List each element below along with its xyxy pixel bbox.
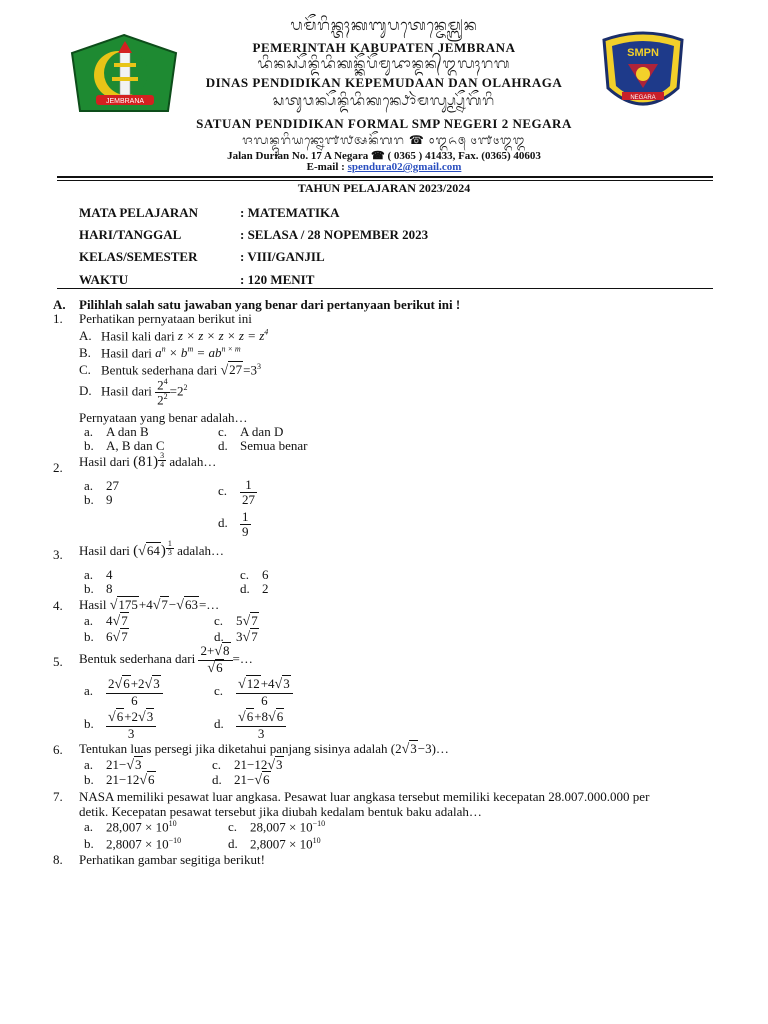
meta-value: : SELASA / 28 NOPEMBER 2023: [240, 227, 429, 242]
answer-option[interactable]: b. 8: [84, 581, 113, 596]
answer-option[interactable]: a. A dan B: [84, 424, 149, 439]
answer-option[interactable]: b. 6√7: [84, 629, 128, 645]
meta-value: : MATEMATIKA: [240, 205, 340, 220]
svg-text:SMPN: SMPN: [627, 47, 659, 59]
department-name: DINAS PENDIDIKAN KEPEMUDAAN DAN OLAHRAGA: [205, 75, 563, 90]
question-7-prompt-line-1: NASA memiliki pesawat luar angkasa. Pesawat luar angkasa tersebut memiliki kecepatan 28.007.000.000 per: [79, 789, 650, 804]
question-7-prompt-line-2: detik. Kecepatan pesawat tersebut jika diubah kedalam bentuk baku adalah…: [79, 804, 482, 819]
answer-option[interactable]: c. $\frac{1}{27}$: [218, 477, 255, 507]
statement-c: C. Bentuk sederhana dari $√27=3^3$: [79, 362, 262, 379]
answer-option[interactable]: d. $\frac{√6+8√6}{3}$: [214, 710, 286, 740]
email-label: E-mail :: [306, 161, 345, 173]
statement-d: D. Hasil dari $\frac{2^4}{2^2}$ $=2^2$: [79, 377, 188, 408]
answer-option[interactable]: a. $\frac{2√6+2√3}{6}$: [84, 677, 163, 707]
answer-option[interactable]: b. 9: [84, 492, 113, 507]
meta-label: HARI/TANGGAL: [79, 227, 182, 242]
answer-option[interactable]: c. 21−12√3: [212, 757, 283, 773]
phone-text: ( 0365 ) 41433, Fax. (0365) 40603: [387, 150, 541, 162]
meta-label: KELAS/SEMESTER: [79, 249, 198, 264]
meta-divider: [57, 288, 713, 289]
answer-option[interactable]: c. 5√7: [214, 613, 258, 629]
question-number: 5.: [53, 654, 63, 669]
question-number: 7.: [53, 789, 63, 804]
question-3-prompt: Hasil dari (√64) $\frac{1}{3}$ adalah…: [79, 539, 225, 559]
balinese-script-line-3: ᬲᬢᬸᬯᬦ᭄ᬧᭂᬦ᭄ᬤᬶᬤᬶᬓᬦ᭄ᬨᭀᬃᬫᬮ᭄ᬲ᭄ᬫ᭄ᬧ᭄ᬦᭂᬕᭂᬭᬶ: [272, 94, 496, 109]
question-number: 2.: [53, 460, 63, 475]
question-number: 3.: [53, 547, 63, 562]
section-instruction: Pilihlah salah satu jawaban yang benar dari pertanyaan berikut ini !: [79, 297, 461, 312]
question-4-prompt: Hasil √175+4√7−√63=…: [79, 597, 220, 613]
email-link[interactable]: spendura02@gmail.com: [347, 161, 462, 173]
question-2-prompt: Hasil dari (81) $\frac{3}{4}$ adalah…: [79, 451, 217, 470]
answer-option[interactable]: c. A dan D: [218, 424, 284, 439]
question-1-prompt: Perhatikan pernyataan berikut ini: [79, 311, 252, 326]
answer-option[interactable]: c. $\frac{√12+4√3}{6}$: [214, 677, 293, 707]
academic-year: TAHUN PELAJARAN 2023/2024: [297, 181, 471, 195]
answer-option[interactable]: a. 27: [84, 478, 119, 493]
statement-a: A. Hasil kali dari $z \times z \times z \times z = z^4$: [79, 328, 269, 344]
balinese-script-line-4: ᬚᬮᬦ᭄ᬤᬸᬭᬶᬬᬦ᭄ᬦᭀ᭑᭗ᬅᬦᭂᬕᬭ ☎ ᭐᭓᭖᭕ ᭔᭑᭔᭓᭓: [242, 133, 526, 147]
answer-option[interactable]: a. 4: [84, 567, 113, 582]
meta-value: : 120 MENIT: [240, 272, 315, 287]
question-number: 8.: [53, 852, 63, 867]
question-5-prompt: Bentuk sederhana dari $\frac{2+√8}{√6}$ =…: [79, 643, 253, 676]
section-letter: A.: [53, 297, 66, 312]
meta-label: WAKTU: [79, 272, 129, 287]
email-line: [0, 161, 768, 173]
header-divider-thick: [57, 176, 713, 178]
phone-icon: ☎: [371, 150, 385, 162]
answer-option[interactable]: b. 21−12√6: [84, 772, 155, 788]
government-name: PEMERINTAH KABUPATEN JEMBRANA: [252, 40, 516, 55]
question-1-ask: Pernyataan yang benar adalah…: [79, 410, 248, 425]
svg-text:NEGARA: NEGARA: [630, 95, 656, 101]
answer-option[interactable]: d. 3√7: [214, 629, 258, 645]
answer-option[interactable]: a. 21−√3: [84, 757, 142, 773]
meta-label: MATA PELAJARAN: [79, 205, 199, 220]
school-name: SATUAN PENDIDIKAN FORMAL SMP NEGERI 2 NEGARA: [196, 116, 572, 131]
answer-option[interactable]: a. 4√7: [84, 613, 128, 629]
answer-option[interactable]: d. 2: [240, 581, 269, 596]
balinese-script-line-2: ᬤᬶᬦᬲ᭄ᬧᭂᬦ᭄ᬤᬶᬤᬶᬓᬦ᭄ᬓᭂᬧᭂᬫᬸᬤᬵᬦ᭄ᬤᬦ᭄ᬑᬮᬄᬭᬕ: [257, 57, 511, 72]
answer-option[interactable]: d. $\frac{1}{9}$: [218, 509, 249, 539]
answer-option[interactable]: c. 6: [240, 567, 269, 582]
answer-option[interactable]: c. $28,007 \times 10^{-10}$: [228, 819, 326, 835]
address-text: Jalan Durian No. 17 A Negara: [227, 150, 369, 162]
question-number: 1.: [53, 311, 63, 326]
balinese-script-line-1: ᬧᬫᭂᬭᬶᬦ᭄ᬢᬄᬓᬩᬸᬧᬢᬾᬦ᭄ᬚᬾᬫ᭄ᬩ᭄ᬭᬦ: [290, 18, 478, 34]
answer-option[interactable]: a. $28,007 \times 10^{10}$: [84, 819, 177, 835]
statement-b: B. Hasil dari $a^n \times b^m = ab^{n \times m}$: [79, 345, 241, 361]
answer-option[interactable]: b. $2,8007 \times 10^{-10}$: [84, 836, 182, 852]
svg-text:JEMBRANA: JEMBRANA: [105, 98, 145, 105]
answer-option[interactable]: d. 21−√6: [212, 772, 270, 788]
answer-option[interactable]: b. $\frac{√6+2√3}{3}$: [84, 710, 156, 740]
answer-option[interactable]: d. Semua benar: [218, 438, 308, 453]
meta-value: : VIII/GANJIL: [240, 249, 325, 264]
question-number: 6.: [53, 742, 63, 757]
answer-option[interactable]: d. $2,8007 \times 10^{10}$: [228, 836, 321, 852]
question-6-prompt: Tentukan luas persegi jika diketahui panjang sisinya adalah (2√3−3)…: [79, 741, 449, 757]
answer-option[interactable]: b. A, B dan C: [84, 438, 165, 453]
question-8-prompt: Perhatikan gambar segitiga berikut!: [79, 852, 265, 867]
question-number: 4.: [53, 598, 63, 613]
